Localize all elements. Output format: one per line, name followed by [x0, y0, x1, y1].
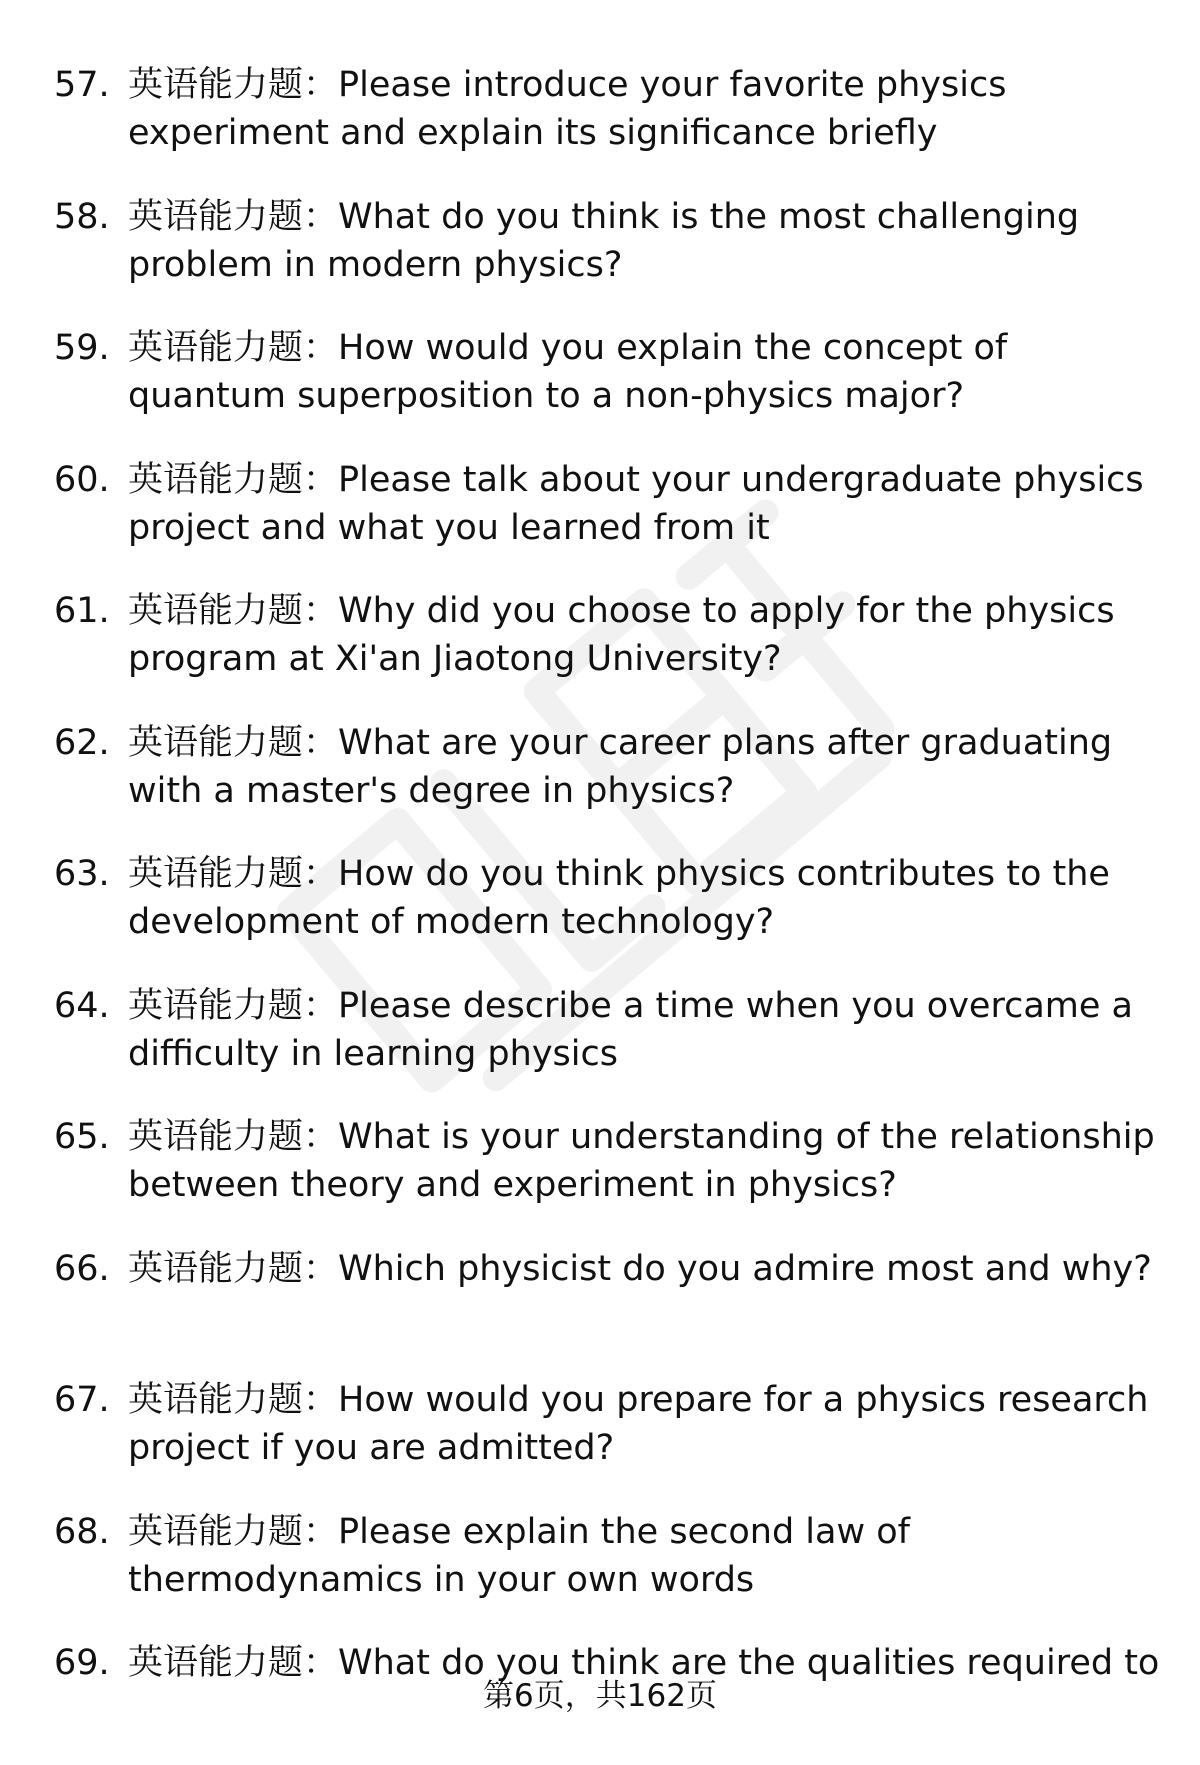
question-item — [0, 187, 1200, 319]
question-prefix: 英语能力题： — [128, 722, 339, 763]
question-text: How would you prepare for a physics research project if you are admitted? — [128, 1380, 1149, 1468]
question-text: Which physicist do you admire most and why? — [338, 1248, 1152, 1289]
question-number: 63. — [54, 854, 110, 894]
question-number: 69. — [54, 1643, 110, 1683]
question-number: 57. — [54, 65, 110, 105]
question-number: 64. — [54, 985, 110, 1026]
question-item — [0, 1502, 1200, 1634]
question-prefix: 英语能力题： — [128, 459, 339, 500]
question-number: 58. — [54, 196, 110, 237]
question-number: 65. — [54, 1117, 110, 1157]
question-body — [128, 982, 1168, 1078]
question-number: 59. — [54, 328, 110, 368]
page-number-label: 第6页，共162页 — [483, 1678, 717, 1714]
question-item — [0, 318, 1200, 450]
question-text: What do you think are the qualities required to — [338, 1643, 1160, 1683]
question-text: Please describe a time when you overcame a difficulty in learning physics — [128, 985, 1133, 1074]
question-body — [128, 324, 1168, 420]
question-item — [0, 55, 1200, 187]
question-text: How do you think physics contributes to the development of modern technology? — [128, 854, 1110, 942]
question-prefix: 英语能力题： — [128, 65, 339, 105]
question-number: 60. — [54, 459, 110, 500]
question-text: What are your career plans after graduating with a master's degree in physics? — [128, 722, 1113, 811]
question-prefix: 英语能力题： — [128, 1643, 339, 1683]
question-item — [0, 844, 1200, 976]
question-body — [128, 1245, 1168, 1293]
question-text: How would you explain the concept of quantum superposition to a non-physics major? — [128, 328, 1008, 416]
question-prefix: 英语能力题： — [128, 1117, 339, 1157]
question-item — [0, 1239, 1200, 1371]
question-body — [128, 1376, 1168, 1472]
question-prefix: 英语能力题： — [128, 1511, 339, 1552]
question-body — [128, 719, 1168, 815]
question-prefix: 英语能力题： — [128, 328, 339, 368]
question-number: 62. — [54, 722, 110, 763]
question-text: What do you think is the most challenging problem in modern physics? — [128, 196, 1080, 285]
question-body — [128, 850, 1168, 946]
question-body — [128, 456, 1168, 552]
question-item — [0, 581, 1200, 713]
question-item — [0, 1107, 1200, 1239]
question-item — [0, 1370, 1200, 1502]
question-body — [128, 587, 1168, 683]
question-number: 67. — [54, 1380, 110, 1420]
question-list — [0, 55, 1200, 1765]
question-number: 68. — [54, 1511, 110, 1552]
page-footer — [0, 1676, 1200, 1716]
question-item — [0, 450, 1200, 582]
question-text: Why did you choose to apply for the physics program at Xi'an Jiaotong University? — [128, 591, 1115, 679]
question-number: 66. — [54, 1248, 110, 1289]
question-prefix: 英语能力题： — [128, 1380, 339, 1420]
question-body — [128, 193, 1168, 289]
question-body — [128, 1113, 1168, 1209]
question-text: Please explain the second law of thermodynamics in your own words — [128, 1511, 910, 1600]
question-item — [0, 713, 1200, 845]
question-text: What is your understanding of the relationship between theory and experiment in physics? — [128, 1117, 1155, 1205]
question-item — [0, 976, 1200, 1108]
question-prefix: 英语能力题： — [128, 854, 339, 894]
question-prefix: 英语能力题： — [128, 985, 339, 1026]
question-text: Please introduce your favorite physics experiment and explain its significance briefly — [128, 65, 1007, 153]
question-number: 61. — [54, 591, 110, 631]
question-body — [128, 61, 1168, 157]
question-prefix: 英语能力题： — [128, 591, 339, 631]
question-prefix: 英语能力题： — [128, 196, 339, 237]
question-body — [128, 1508, 1168, 1604]
question-text: Please talk about your undergraduate physics project and what you learned from it — [128, 459, 1144, 548]
question-prefix: 英语能力题： — [128, 1248, 339, 1289]
